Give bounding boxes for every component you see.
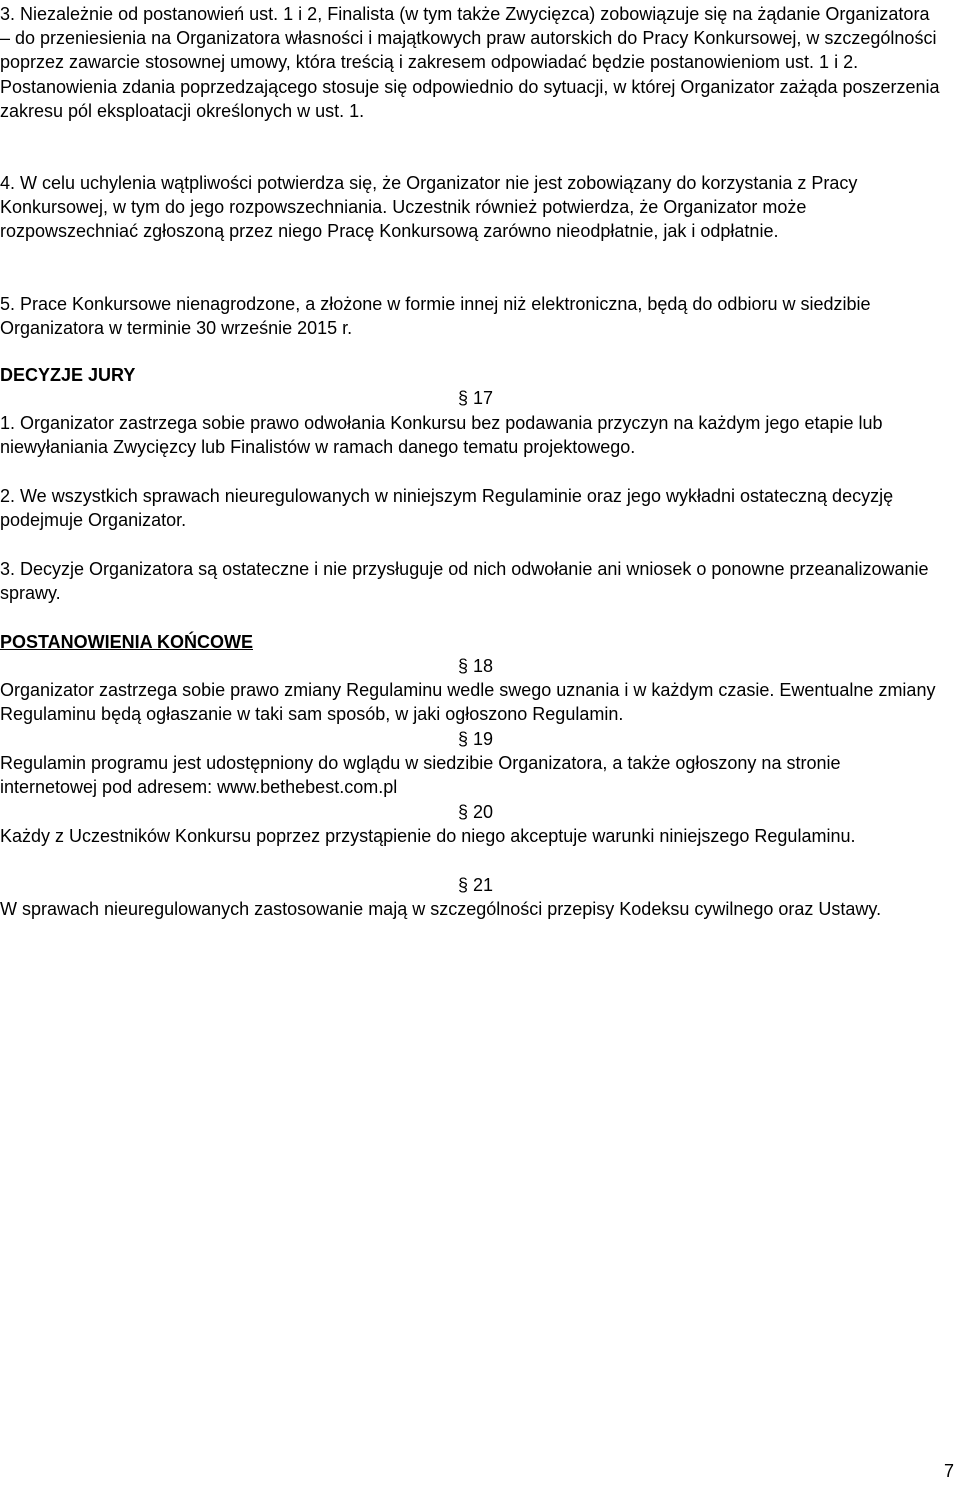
paragraph-3: 3. Niezależnie od postanowień ust. 1 i 2, Finalista (w tym także Zwycięzca) zobowiązuje się na żądanie Organizatora – do przeniesienia na Organizatora własności i majątkowych praw autorskich do Pracy Konkursowej, w szczególności poprzez zawarcie stosownej umowy, która treścią i zakresem odpowiadać będzie postanowieniom ust. 1 i 2. Postanowienia zdania poprzedzającego stosuje się odpowiednio do sytuacji, w której Organizator zażąda poszerzenia zakresu pól eksploatacji określonych w ust. 1. [0,4,940,121]
section-20-marker [458,800,493,824]
section-17-marker [458,386,493,410]
section-18-text: Organizator zastrzega sobie prawo zmiany Regulaminu wedle swego uznania i w każdym czasie. Ewentualne zmiany Regulaminu będą ogłaszanie w taki sam sposób, w jaki ogłoszono Regulamin. [0,680,936,725]
section-20-text: Każdy z Uczestników Konkursu poprzez przystąpienie do niego akceptuje warunki niniejszego Regulaminu. [0,826,856,846]
section-21-marker [458,873,493,897]
page-number: 7 [943,1461,954,1481]
section-number: 19 [473,729,494,749]
section-21-text: W sprawach nieuregulowanych zastosowanie mają w szczególności przepisy Kodeksu cywilnego oraz Ustawy. [0,899,882,919]
decision-item-2: 2. We wszystkich sprawach nieuregulowanych w niniejszym Regulaminie oraz jego wykładni ostateczną decyzję podejmuje Organizator. [0,486,894,531]
section-18-marker [458,654,493,678]
section-symbol: § [458,802,469,822]
decision-item-3: 3. Decyzje Organizatora są ostateczne i nie przysługuje od nich odwołanie ani wniosek o ponowne przeanalizowanie sprawy. [0,559,929,604]
section-symbol: § [458,656,469,676]
decision-item-1: 1. Organizator zastrzega sobie prawo odwołania Konkursu bez podawania przyczyn na każdym jego etapie lub niewyłaniania Zwycięzcy lub Finalistów w ramach danego tematu projektowego. [0,413,883,458]
section-symbol: § [458,729,469,749]
section-19-text: Regulamin programu jest udostępniony do wglądu w siedzibie Organizatora, a także ogłoszony na stronie internetowej pod adresem: www.bethebest.com.pl [0,753,841,798]
heading-decisions-jury: DECYZJE JURY [0,365,136,385]
section-number: 18 [473,656,494,676]
paragraph-5: 5. Prace Konkursowe nienagrodzone, a złożone w formie innej niż elektroniczna, będą do odbioru w siedzibie Organizatora w terminie 30 wrześnie 2015 r. [0,294,871,339]
section-number: 20 [473,802,494,822]
section-symbol: § [458,388,469,408]
section-number: 21 [473,875,494,895]
section-number: 17 [473,388,494,408]
paragraph-4: 4. W celu uchylenia wątpliwości potwierdza się, że Organizator nie jest zobowiązany do korzystania z Pracy Konkursowej, w tym do jego rozpowszechniania. Uczestnik również potwierdza, że Organizator może rozpowszechniać zgłoszoną przez niego Pracę Konkursową zarówno nieodpłatnie, jak i odpłatnie. [0,173,858,242]
section-symbol: § [458,875,469,895]
section-19-marker [458,727,493,751]
heading-final-provisions: POSTANOWIENIA KOŃCOWE [0,632,253,652]
